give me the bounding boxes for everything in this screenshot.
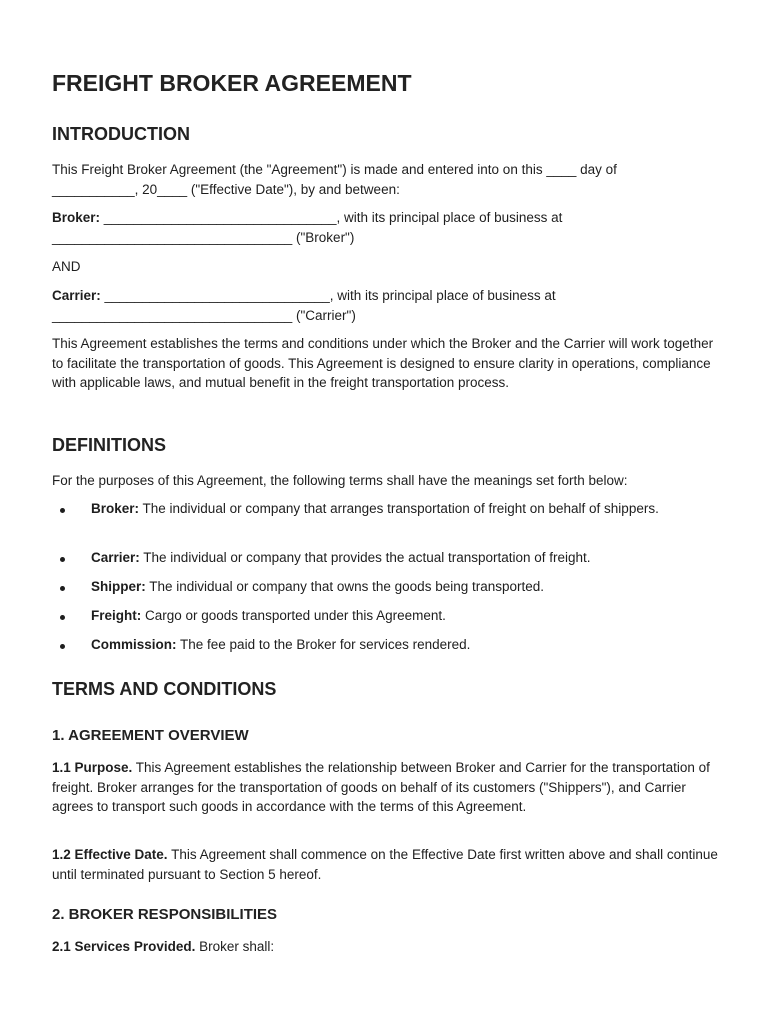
clause-text: Broker shall: — [195, 939, 275, 954]
definition-term: Commission: — [91, 637, 177, 652]
bullet-icon — [60, 615, 65, 620]
intro-line-2: ___________, 20____ ("Effective Date"), by and between: — [52, 181, 400, 197]
broker-line-1: _______________________________, with its principal place of business at — [100, 210, 563, 225]
carrier-label: Carrier: — [52, 288, 101, 303]
broker-party — [52, 208, 724, 247]
clause-text: This Agreement shall commence on the Effective Date first written above and shall continue until terminated pursuant to Section 5 hereof. — [52, 847, 718, 882]
broker-line-2: ________________________________ ("Broker") — [52, 229, 355, 245]
definitions-intro: For the purposes of this Agreement, the following terms shall have the meanings set forth below: — [52, 473, 628, 488]
terms-heading: TERMS AND CONDITIONS — [52, 679, 277, 699]
bullet-icon — [60, 508, 65, 513]
definition-text: The fee paid to the Broker for services rendered. — [176, 637, 471, 652]
definition-term: Shipper: — [91, 579, 146, 594]
bullet-icon — [60, 644, 65, 649]
definition-term: Carrier: — [91, 550, 140, 565]
bullet-icon — [60, 557, 65, 562]
section-1-heading: 1. AGREEMENT OVERVIEW — [52, 727, 249, 744]
carrier-line-2: ________________________________ ("Carrier") — [52, 307, 356, 323]
carrier-party — [52, 286, 724, 325]
bullet-icon — [60, 586, 65, 591]
definition-term: Broker: — [91, 501, 140, 516]
and-text: AND — [52, 259, 81, 274]
intro-line-1: This Freight Broker Agreement (the "Agreement") is made and entered into on this ____ day of — [52, 162, 617, 177]
document-title: FREIGHT BROKER AGREEMENT — [52, 70, 412, 96]
section-2-1-paragraph — [52, 937, 724, 957]
clause-label: 1.2 Effective Date. — [52, 847, 168, 862]
clause-label: 1.1 Purpose. — [52, 760, 133, 775]
definition-text: The individual or company that provides the actual transportation of freight. — [139, 550, 591, 565]
definitions-heading: DEFINITIONS — [52, 435, 167, 455]
clause-text: This Agreement establishes the relationship between Broker and Carrier for the transportation of freight. Broker arranges for the transportation of goods on behalf of its customers ("Shippers"), and Carrier agrees to transport such goods in accordance with the terms of this Agreement. — [52, 760, 710, 814]
definition-term: Freight: — [91, 608, 142, 623]
clause-label: 2.1 Services Provided. — [52, 939, 196, 954]
carrier-line-1: ______________________________, with its principal place of business at — [100, 288, 556, 303]
definition-text: Cargo or goods transported under this Agreement. — [141, 608, 446, 623]
intro-paragraph — [52, 160, 724, 199]
section-1-2-paragraph — [52, 845, 724, 884]
section-2-heading: 2. BROKER RESPONSIBILITIES — [52, 906, 278, 923]
definition-text: The individual or company that arranges transportation of freight on behalf of shippers. — [139, 501, 659, 516]
introduction-heading: INTRODUCTION — [52, 124, 190, 144]
definition-text: The individual or company that owns the goods being transported. — [145, 579, 545, 594]
intro-purpose-paragraph: This Agreement establishes the terms and conditions under which the Broker and the Carrier will work together to facilitate the transportation of goods. This Agreement is designed to ensure clarity in operations, compliance with applicable laws, and mutual benefit in the freight transportation process. — [52, 336, 714, 390]
broker-label: Broker: — [52, 210, 101, 225]
section-1-1-paragraph — [52, 758, 724, 817]
